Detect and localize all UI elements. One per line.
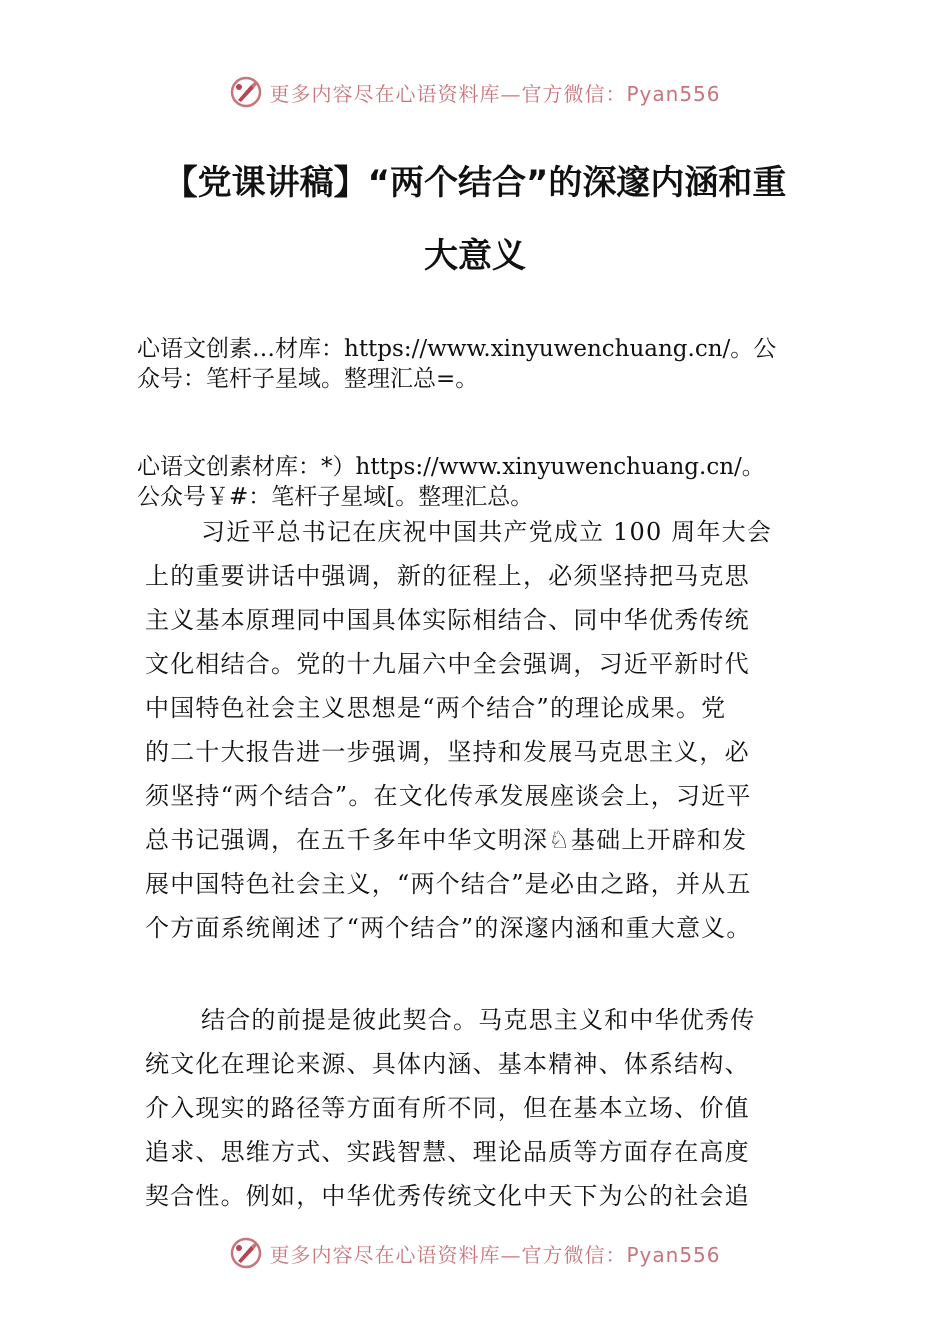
body-paragraph-2 <box>145 998 825 1218</box>
paragraph-line: 须坚持“两个结合”。在文化传承发展座谈会上，习近平 <box>145 782 752 810</box>
paragraph-line: 结合的前提是彼此契合。马克思主义和中华优秀传 <box>201 1006 756 1034</box>
header-banner <box>0 72 950 112</box>
paragraph-line: 文化相结合。党的十九届六中全会强调，习近平新时代 <box>145 650 750 678</box>
source-note-2 <box>137 452 857 512</box>
pen-logo-icon <box>229 1236 263 1270</box>
wechat-id: Pyan556 <box>626 1242 721 1267</box>
footer-banner <box>0 1233 950 1273</box>
paragraph-line: 个方面系统阐述了“两个结合”的深邃内涵和重大意义。 <box>145 914 752 942</box>
paragraph-line: 的二十大报告进一步强调，坚持和发展马克思主义，必 <box>145 738 750 766</box>
pen-logo-icon <box>229 75 263 109</box>
wechat-id: Pyan556 <box>626 81 721 106</box>
paragraph-line: 总书记强调，在五千多年中华文明深♘基础上开辟和发 <box>145 826 748 854</box>
paragraph-line: 统文化在理论来源、具体内涵、基本精神、体系结构、 <box>145 1050 750 1078</box>
body-paragraph-1 <box>145 510 825 950</box>
source-line: 心语文创素材库：*）https://www.xinyuwenchuang.cn/。 <box>137 454 765 480</box>
paragraph-line: 主义基本原理同中国具体实际相结合、同中华优秀传统 <box>145 606 750 634</box>
paragraph-line: 中国特色社会主义思想是“两个结合”的理论成果。党 <box>145 694 727 722</box>
paragraph-line: 契合性。例如，中华优秀传统文化中天下为公的社会追 <box>145 1182 750 1210</box>
paragraph-line: 追求、思维方式、实践智慧、理论品质等方面存在高度 <box>145 1138 750 1166</box>
paragraph-line: 习近平总书记在庆祝中国共产党成立 100 周年大会 <box>201 518 773 546</box>
source-line: 心语文创素…材库：https://www.xinyuwenchuang.cn/。公 <box>137 336 777 362</box>
banner-text: 更多内容尽在心语资料库—官方微信：Pyan556 <box>269 81 721 106</box>
source-line: 公众号￥#：笔杆子星域[。整理汇总。 <box>137 484 534 510</box>
paragraph-line: 展中国特色社会主义，“两个结合”是必由之路，并从五 <box>145 870 752 898</box>
page-title: 【党课讲稿】“两个结合”的深邃内涵和重 <box>163 163 787 203</box>
source-line: 众号：笔杆子星域。整理汇总=。 <box>137 366 479 392</box>
paragraph-line: 上的重要讲话中强调，新的征程上，必须坚持把马克思 <box>145 562 750 590</box>
paragraph-line: 介入现实的路径等方面有所不同，但在基本立场、价值 <box>145 1094 750 1122</box>
page-title-continued: 大意义 <box>424 236 526 276</box>
banner-text: 更多内容尽在心语资料库—官方微信：Pyan556 <box>269 1242 721 1267</box>
source-note-1 <box>137 334 857 394</box>
